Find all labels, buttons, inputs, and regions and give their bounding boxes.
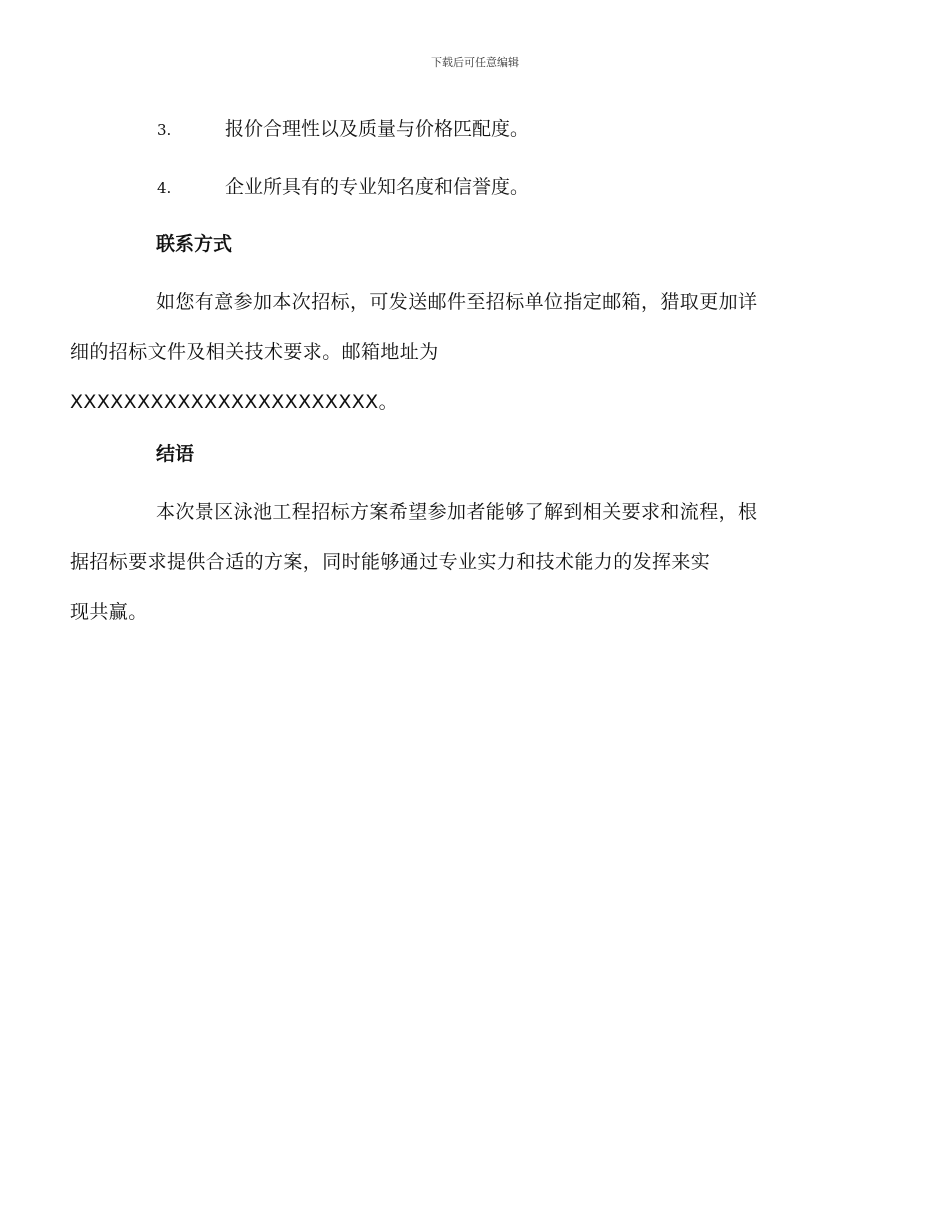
document-body [70,110,833,646]
contact-paragraph [70,277,833,427]
list-item [113,168,833,206]
email-address: XXXXXXXXXXXXXXXXXXXXXXX。 [70,391,398,413]
paragraph-line: 据招标要求提供合适的方案，同时能够通过专业实力和技术能力的发挥来实 [70,551,711,573]
paragraph-line: 本次景区泳池工程招标方案希望参加者能够了解到相关要求和流程，根 [156,501,758,523]
list-number: 3. [157,121,172,139]
list-item [113,110,833,148]
list-number: 4. [157,179,172,197]
section-heading-conclusion: 结语 [156,443,195,465]
conclusion-paragraph [70,487,833,637]
header-note: 下载后可任意编辑 [431,56,519,69]
paragraph-line: 细的招标文件及相关技术要求。邮箱地址为 [70,341,439,363]
paragraph-line: 现共赢。 [70,601,148,623]
list-text: 报价合理性以及质量与价格匹配度。 [225,118,530,140]
paragraph-line: 如您有意参加本次招标，可发送邮件至招标单位指定邮箱，猎取更加详 [156,291,758,313]
list-text: 企业所具有的专业知名度和信誉度。 [225,176,530,198]
section-heading-contact: 联系方式 [156,233,233,255]
